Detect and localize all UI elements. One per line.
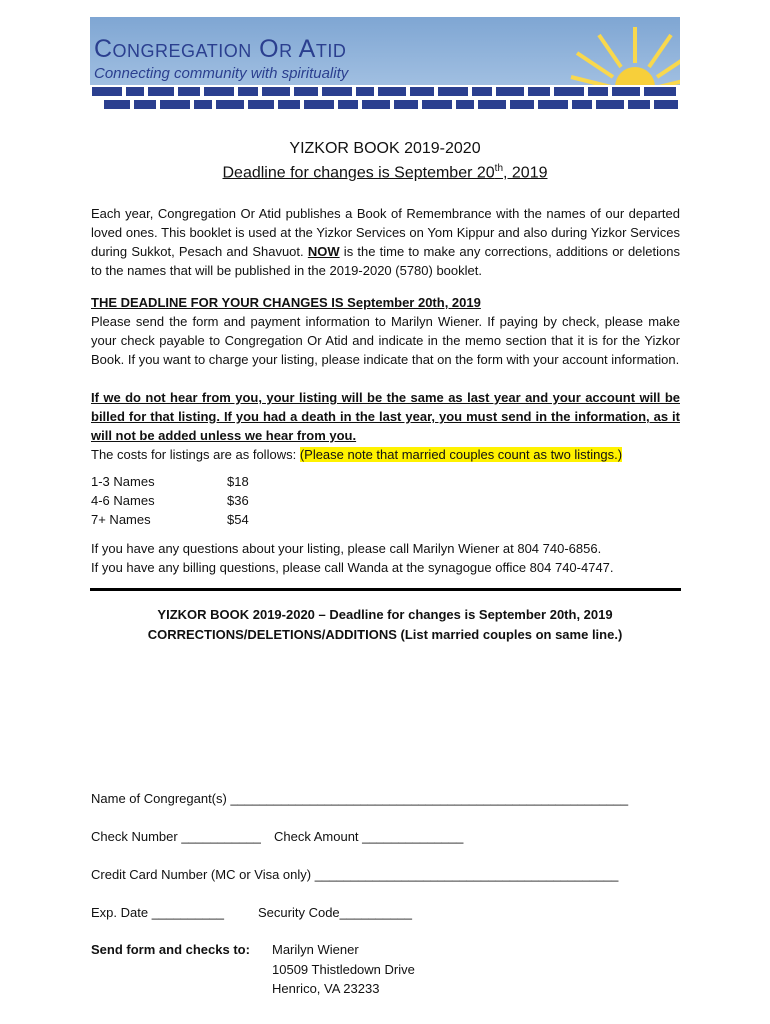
credit-card-blank[interactable]: __________________________________________: [314, 867, 619, 882]
exp-date-label: Exp. Date: [91, 905, 152, 920]
intro-paragraph: [91, 204, 680, 280]
deadline-title-year: , 2019: [503, 164, 548, 182]
org-tagline: Connecting community with spirituality: [94, 65, 349, 82]
deadline-title-text: Deadline for changes is September 20: [222, 164, 495, 182]
check-number-label: Check Number: [91, 829, 182, 844]
send-to-label: Send form and checks to:: [91, 942, 250, 957]
intro-text: Each year, Congregation Or Atid publishes a Book of Remembrance with the names of our departed loved ones. This booklet is used at the Yizkor Services on Yom Kippur and also during Yizkor Services during Sukkot, Pesach and Shavuot.: [91, 206, 680, 259]
credit-card-label: Credit Card Number (MC or Visa only): [91, 867, 315, 882]
pricing-label: 7+ Names: [91, 512, 151, 527]
exp-date-field[interactable]: [91, 903, 224, 922]
deadline-warning: If we do not hear from you, your listing will be the same as last year and your account will be billed for that listing. If you had a death in the last year, you must send in the information, as it will not be added unless we hear from you.: [91, 390, 680, 443]
pricing-label: 1-3 Names: [91, 474, 155, 489]
check-amount-blank[interactable]: ______________: [362, 829, 464, 844]
intro-now: NOW: [307, 244, 340, 259]
costs-line: [91, 445, 622, 464]
security-code-label: Security Code: [258, 905, 340, 920]
form-heading: YIZKOR BOOK 2019-2020 – Deadline for changes is September 20th, 2019: [157, 607, 613, 622]
address-name: Marilyn Wiener: [272, 942, 359, 957]
congregant-name-blank[interactable]: _______________________________________________________: [230, 791, 629, 806]
deadline-title: [0, 163, 770, 182]
deadline-body: Please send the form and payment information to Marilyn Wiener. If paying by check, please make your check payable to Congregation Or Atid and indicate in the memo section that it is for the Yizkor Book. If you want to charge your listing, please indicate that on the form with your account information.: [91, 314, 680, 367]
congregant-name-label: Name of Congregant(s): [91, 791, 231, 806]
section-divider: [90, 588, 681, 591]
costs-note: (Please note that married couples count as two listings.): [299, 447, 623, 462]
security-code-blank[interactable]: __________: [339, 905, 412, 920]
pricing-price: $36: [227, 493, 249, 508]
intro-text-after: is the time to make any corrections, additions or deletions to the names that will be published in the 2019-2020 (5780) booklet.: [91, 244, 680, 278]
deadline-heading: THE DEADLINE FOR YOUR CHANGES IS September 20th, 2019: [91, 295, 481, 310]
exp-date-blank[interactable]: __________: [151, 905, 225, 920]
header-banner: [90, 17, 680, 115]
form-subheading: CORRECTIONS/DELETIONS/ADDITIONS (List married couples on same line.): [147, 627, 623, 642]
congregant-name-field[interactable]: [91, 789, 628, 808]
check-amount-label: Check Amount: [274, 829, 363, 844]
jerusalem-wall-icon: [90, 17, 680, 115]
pricing-label: 4-6 Names: [91, 493, 155, 508]
costs-intro: The costs for listings are as follows:: [91, 447, 300, 462]
pricing-price: $54: [227, 512, 249, 527]
deadline-title-sup: th: [494, 163, 504, 174]
check-amount-field[interactable]: [274, 827, 463, 846]
check-number-blank[interactable]: ___________: [181, 829, 261, 844]
check-number-field[interactable]: [91, 827, 261, 846]
security-code-field[interactable]: [258, 903, 412, 922]
contact-listing: If you have any questions about your listing, please call Marilyn Wiener at 804 740-6856.: [91, 541, 602, 556]
address-city: Henrico, VA 23233: [272, 981, 380, 996]
pricing-price: $18: [227, 474, 249, 489]
credit-card-field[interactable]: [91, 865, 618, 884]
contact-billing: If you have any billing questions, please call Wanda at the synagogue office 804 740-4747.: [91, 560, 614, 575]
page-title: YIZKOR BOOK 2019-2020: [289, 140, 481, 157]
org-name: Congregation Or Atid: [94, 35, 347, 63]
address-street: 10509 Thistledown Drive: [272, 962, 415, 977]
